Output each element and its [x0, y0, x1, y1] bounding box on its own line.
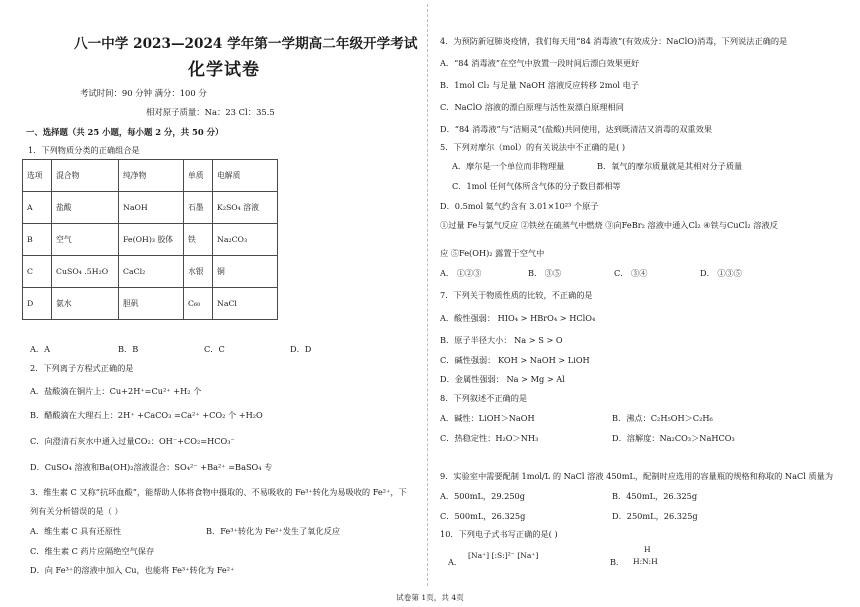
table-cell: CaCl₂ — [119, 256, 184, 288]
q9-option-b: B．450mL，26.325g — [612, 491, 698, 501]
q4-option-d: D．“84 消毒液”与“洁厕灵”(盐酸)共同使用，达到既清洁又消毒的双重效果 — [440, 124, 712, 134]
q2-option-a: A．盐酸滴在铜片上：Cu+2H⁺=Cu²⁺ +H₂ 个 — [30, 386, 202, 396]
q5-option-a: A．摩尔是一个单位而非物理量 — [452, 161, 565, 171]
table-cell: NaCl — [213, 288, 278, 320]
table-header-row — [23, 160, 278, 192]
q9-option-d: D．250mL，26.325g — [612, 511, 698, 521]
q4-stem: 4．为预防新冠肺炎疫情，我们每天用“84 消毒液”(有效成分：NaClO)消毒，下列说法正确的是 — [440, 36, 788, 46]
q8-option-d: D．溶解度：Na₂CO₃＞NaHCO₃ — [612, 433, 735, 443]
table-row — [23, 256, 278, 288]
q3-option-a: A．维生素 C 具有还原性 — [30, 526, 122, 536]
q3-stem-line1: 3．维生素 C 又称“抗坏血酸”，能帮助人体将食物中摄取的、不易吸收的 Fe³⁺转化为易吸收的 Fe²⁺，下 — [30, 487, 407, 497]
q5-option-c: C．1mol 任何气体所含气体的分子数目都相等 — [452, 181, 621, 191]
table-cell: 水银 — [184, 256, 213, 288]
classification-table — [22, 159, 278, 320]
table-cell: K₂SO₄ 溶液 — [213, 192, 278, 224]
q1-choice-b: B．B — [118, 344, 139, 354]
q2-option-d: D．CuSO₄ 溶液和Ba(OH)₂溶液混合：SO₄²⁻ +Ba²⁺ =BaSO₄ 专 — [30, 462, 273, 472]
q1-choice-a: A．A — [30, 344, 51, 354]
q2-stem: 2．下列离子方程式正确的是 — [30, 363, 134, 373]
q10-option-a-formula: [Na⁺] [:S:]²⁻ [Na⁺] — [468, 551, 539, 560]
table-cell: 空气 — [52, 224, 119, 256]
q3-option-b: B．Fe³⁺转化为 Fe²⁺发生了氧化反应 — [206, 526, 341, 536]
q6-line2: 应 ⑤Fe(OH)₂ 露置于空气中 — [440, 248, 545, 258]
q5-option-b: B．氧气的摩尔质量就是其相对分子质量 — [597, 161, 743, 171]
q6-line1: ①过量 Fe与氯气反应 ②铁丝在硫蒸气中燃烧 ③向FeBr₂ 溶液中通入Cl₂ ④铁与CuCl₂ 溶液反 — [440, 220, 778, 230]
table-cell: D — [23, 288, 52, 320]
q1-choice-c: C．C — [204, 344, 225, 354]
table-cell: 铜 — [213, 256, 278, 288]
table-cell: C₆₀ — [184, 288, 213, 320]
table-header-cell: 纯净物 — [119, 160, 184, 192]
table-header-cell: 电解质 — [213, 160, 278, 192]
table-cell: B — [23, 224, 52, 256]
q10-stem: 10．下列电子式书写正确的是( ) — [440, 529, 558, 539]
q8-option-c: C．热稳定性：H₂O＞NH₃ — [440, 433, 539, 443]
table-row — [23, 288, 278, 320]
q7-option-d: D．金属性强弱： Na > Mg > Al — [440, 374, 565, 384]
q7-option-a: A．酸性强弱： HIO₄ > HBrO₄ > HClO₄ — [440, 313, 596, 323]
table-cell: 铁 — [184, 224, 213, 256]
table-header-cell: 选项 — [23, 160, 52, 192]
table-cell: 石墨 — [184, 192, 213, 224]
table-header-cell: 单质 — [184, 160, 213, 192]
q3-stem-line2: 列有关分析错误的是（ ） — [30, 506, 123, 516]
exam-info: 考试时间：90 分钟 满分：100 分 — [80, 88, 207, 98]
q10-option-b-label: B． — [610, 557, 625, 567]
section-heading: 一、选择题（共 25 小题，每小题 2 分，共 50 分） — [26, 127, 224, 137]
table-cell: 胆矾 — [119, 288, 184, 320]
table-header-cell: 混合物 — [52, 160, 119, 192]
q6-option-d: D． ①③⑤ — [700, 268, 742, 278]
table-cell: 氨水 — [52, 288, 119, 320]
subject-title: 化学试卷 — [188, 60, 260, 80]
q7-stem: 7．下列关于物质性质的比较，不正确的是 — [440, 290, 593, 300]
q7-option-c: C．碱性强弱： KOH > NaOH > LiOH — [440, 355, 590, 365]
q5-stem: 5．下列对摩尔（mol）的有关说法中不正确的是( ) — [440, 142, 626, 152]
table-cell: Fe(OH)₃ 胶体 — [119, 224, 184, 256]
q3-option-c: C．维生素 C 药片应隔绝空气保存 — [30, 546, 155, 556]
q4-option-c: C．NaClO 溶液的漂白原理与活性炭漂白原理相同 — [440, 102, 624, 112]
q8-option-b: B．沸点：C₂H₅OH＞C₂H₆ — [612, 413, 713, 423]
table-cell: A — [23, 192, 52, 224]
q9-option-c: C．500mL，26.325g — [440, 511, 526, 521]
q1-choice-d: D．D — [290, 344, 312, 354]
q6-option-c: C． ③④ — [614, 268, 648, 278]
page-footer: 试卷第 1页，共 4页 — [396, 593, 464, 602]
atomic-mass: 相对原子质量：Na：23 Cl：35.5 — [146, 107, 275, 117]
q7-option-b: B．原子半径大小： Na > S > O — [440, 335, 563, 345]
q1-stem: 1．下列物质分类的正确组合是 — [28, 145, 140, 155]
q9-stem: 9．实验室中需要配制 1mol/L 的 NaCl 溶液 450mL，配制时应选用的容量瓶的规格和称取的 NaCl 质量为 — [440, 471, 834, 481]
q5-option-d: D．0.5mol 氦气约含有 3.01×10²³ 个原子 — [440, 201, 599, 211]
q10-option-b-formula: H:N:H — [633, 557, 658, 566]
q9-option-a: A．500mL，29.250g — [440, 491, 526, 501]
q6-option-b: B． ③⑤ — [528, 268, 562, 278]
q10-option-a-label: A． — [448, 557, 463, 567]
q4-option-a: A．“84 消毒液”在空气中放置一段时间后漂白效果更好 — [440, 58, 640, 68]
q3-option-d: D．向 Fe³⁺的溶液中加入 Cu，也能将 Fe³⁺转化为 Fe²⁺ — [30, 565, 235, 575]
table-row — [23, 192, 278, 224]
table-cell: Na₂CO₃ — [213, 224, 278, 256]
q8-stem: 8．下列叙述不正确的是 — [440, 393, 528, 403]
table-cell: NaOH — [119, 192, 184, 224]
q4-option-b: B．1mol Cl₂ 与足量 NaOH 溶液反应转移 2mol 电子 — [440, 80, 639, 90]
column-divider — [427, 4, 428, 586]
table-cell: C — [23, 256, 52, 288]
table-row — [23, 224, 278, 256]
table-cell: CuSO₄ .5H₂O — [52, 256, 119, 288]
school-title: 八一中学 2023—2024 学年第一学期高二年级开学考试 — [74, 36, 418, 52]
q10-option-b-top: H — [644, 545, 651, 554]
q8-option-a: A．碱性：LiOH＞NaOH — [440, 413, 535, 423]
q6-option-a: A． ①②③ — [440, 268, 482, 278]
table-cell: 盐酸 — [52, 192, 119, 224]
q2-option-c: C．向澄清石灰水中通入过量CO₂：OH⁻+CO₂=HCO₃⁻ — [30, 436, 235, 446]
q2-option-b: B．醋酸滴在大理石上：2H⁺ +CaCO₃ =Ca²⁺ +CO₂ 个 +H₂O — [30, 410, 263, 420]
